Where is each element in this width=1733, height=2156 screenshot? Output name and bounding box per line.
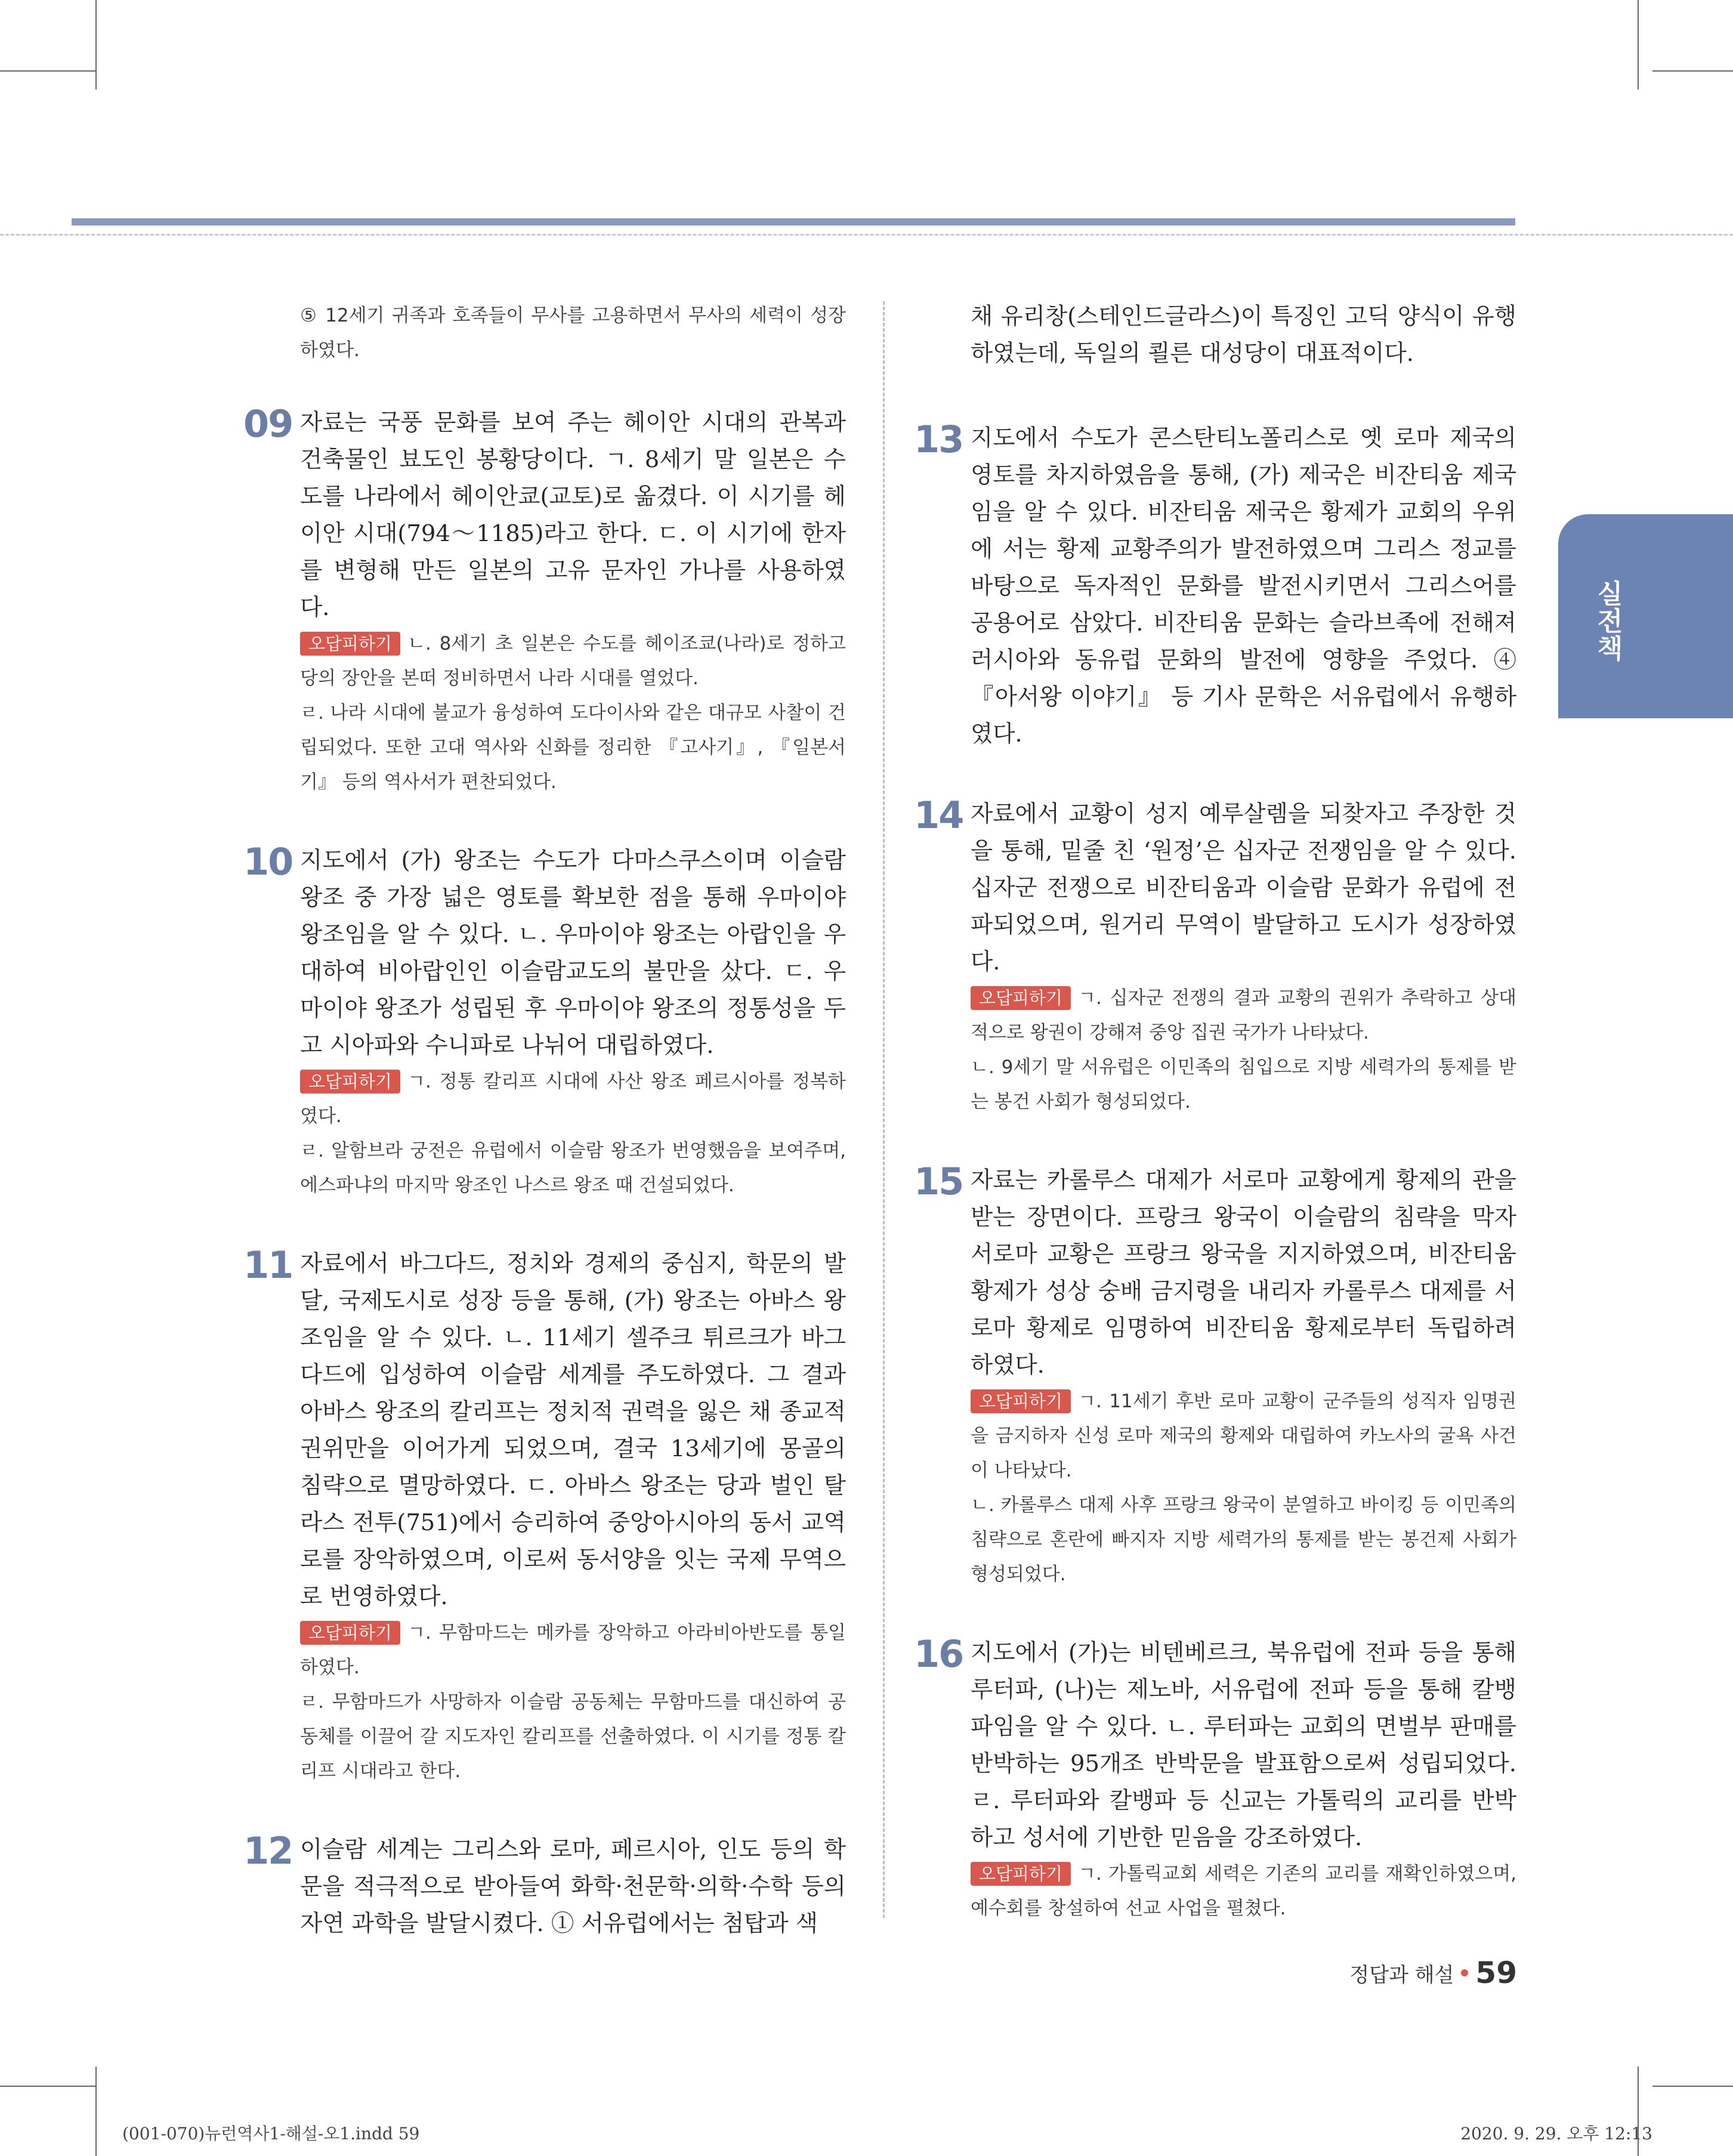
wrong-answer-notes [300,1616,846,1789]
print-file-info: (001-070)뉴런역사1-해설-오1.indd 59 [122,2124,420,2143]
crop-mark [1652,70,1733,72]
note-text: ㄴ. 9세기 말 서유럽은 이민족의 침입으로 지방 세력가의 통제를 받는 봉건 사회가 형성되었다. [971,1057,1516,1113]
question-body: 지도에서 (가)는 비텐베르크, 북유럽에 전파 등을 통해 루터파, (나)는 제노바, 서유럽에 전파 등을 통해 칼뱅파임을 알 수 있다. ㄴ. 루터파는 교회의 면벌부 판매를 반박하는 95개조 반박문을 발표함으로써 성립되었다. ㄹ. 루터파와 칼뱅파 등 신교는 가톨릭의 교리를 반박하고 성서에 기반한 믿음을 강조하였다. [971,1639,1516,1851]
question-body: 자료에서 바그다드, 정치와 경제의 중심지, 학문의 발달, 국제도시로 성장 등을 통해, (가) 왕조는 아바스 왕조임을 알 수 있다. ㄴ. 11세기 셀주크 튀르크가 바그다드에 입성하여 이슬람 세계를 주도하였다. 그 결과 아바스 왕조의 칼리프는 정치적 권력을 잃은 채 종교적 권위만을 이어가게 되었으며, 결국 13세기에 몽골의 침략으로 멸망하였다. ㄷ. 아바스 왕조는 당과 벌인 탈라스 전투(751)에서 승리하여 중앙아시아의 동서 교역로를 장악하였으며, 이로써 동서양을 잇는 국제 무역으로 번영하였다. [300,1250,846,1610]
question-number: 10 [243,840,293,884]
wrong-answer-notes [971,1384,1516,1592]
crop-mark [1652,2086,1733,2087]
print-timestamp: 2020. 9. 29. 오후 12:13 [1460,2124,1652,2143]
footer-dot [1461,1969,1468,1976]
question-15 [914,1160,1516,1592]
note-text: ㄹ. 무함마드가 사망하자 이슬람 공동체는 무함마드를 대신하여 공동체를 이끌어 갈 지도자인 칼리프를 선출하였다. 이 시기를 정통 칼리프 시대라고 한다. [300,1691,846,1782]
page-footer [1349,1956,1517,1990]
wrong-answer-notes [971,1857,1516,1926]
question-10 [243,840,846,1203]
question-body: 지도에서 (가) 왕조는 수도가 다마스쿠스이며 이슬람 왕조 중 가장 넓은 영토를 확보한 점을 통해 우마이야 왕조임을 알 수 있다. ㄴ. 우마이야 왕조는 아랍인을 우대하여 비아랍인인 이슬람교도의 불만을 샀다. ㄷ. 우마이야 왕조가 성립된 후 우마이야 왕조의 정통성을 두고 시아파와 수니파로 나뉘어 대립하였다. [300,847,846,1059]
wrong-answer-tag: 오답피하기 [300,1070,400,1094]
note-text: ㄱ. 가톨릭교회 세력은 기존의 교리를 재확인하였으며, 예수회를 창설하여 선교 사업을 펼쳤다. [971,1863,1516,1919]
note-text: ㄹ. 알함브라 궁전은 유럽에서 이슬람 왕조가 번영했음을 보여주며, 에스파냐의 마지막 왕조인 나스르 왕조 때 건설되었다. [300,1140,846,1196]
question-number: 13 [914,418,963,461]
header-dashed-rule [0,234,1733,236]
question-09 [243,402,846,799]
question-13 [914,418,1516,753]
note-text: ㄴ. 카롤루스 대제 사후 프랑크 왕국이 분열하고 바이킹 등 이민족의 침략으로 혼란에 빠지자 지방 세력가의 통제를 받는 봉건제 사회가 형성되었다. [971,1494,1516,1585]
crop-mark [0,2086,95,2087]
wrong-answer-tag: 오답피하기 [300,1621,400,1645]
right-column [914,298,1516,1926]
prev-continuation: 채 유리창(스테인드글라스)이 특징인 고딕 양식이 유행하였는데, 독일의 쾰른 대성당이 대표적이다. [971,303,1516,367]
wrong-answer-tag: 오답피하기 [300,632,400,656]
note-text: ㄱ. 11세기 후반 로마 교황이 군주들의 성직자 임명권을 금지하자 신성 로마 제국의 황제와 대립하여 카노사의 굴욕 사건이 나타났다. [971,1391,1516,1481]
question-body: 이슬람 세계는 그리스와 로마, 페르시아, 인도 등의 학문을 적극적으로 받아들여 화학·천문학·의학·수학 등의 자연 과학을 발달시켰다. ① 서유럽에서는 첨탑과 색 [300,1836,846,1937]
wrong-answer-notes [971,981,1516,1119]
column-divider [883,301,885,1918]
side-tab-label: 실전책 [1592,580,1623,662]
question-body: 자료는 카롤루스 대제가 서로마 교황에게 황제의 관을 받는 장면이다. 프랑크 왕국이 이슬람의 침략을 막자 서로마 교황은 프랑크 왕국을 지지하였으며, 비잔티움 황제가 성상 숭배 금지령을 내리자 카롤루스 대제를 서로마 황제로 임명하여 비잔티움 황제로부터 독립하려 하였다. [971,1167,1516,1379]
question-body: 자료에서 교황이 성지 예루살렘을 되찾자고 주장한 것을 통해, 밑줄 친 ‘원정’은 십자군 전쟁임을 알 수 있다. 십자군 전쟁으로 비잔티움과 이슬람 문화가 유럽에 전파되었으며, 원거리 무역이 발달하고 도시가 성장하였다. [971,801,1516,975]
left-column [243,298,846,1942]
question-14 [914,793,1516,1119]
side-tab [1558,514,1733,718]
crop-mark [0,70,95,72]
question-body: 지도에서 수도가 콘스탄티노폴리스로 옛 로마 제국의 영토를 차지하였음을 통해, (가) 제국은 비잔티움 제국임을 알 수 있다. 비잔티움 제국은 황제가 교회의 우위에 서는 황제 교황주의가 발전하였으며 그리스 정교를 바탕으로 독자적인 문화를 발전시키면서 그리스어를 공용어로 삼았다. 비잔티움 문화는 슬라브족에 전해져 러시아와 동유럽 문화의 발전에 영향을 주었다. ④ 『아서왕 이야기』 등 기사 문학은 서유럽에서 유행하였다. [971,425,1516,748]
wrong-answer-notes [300,626,846,799]
question-16 [914,1632,1516,1926]
question-body: 자료는 국풍 문화를 보여 주는 헤이안 시대의 관복과 건축물인 뵤도인 봉황당이다. ㄱ. 8세기 말 일본은 수도를 나라에서 헤이안쿄(교토)로 옮겼다. 이 시기를 헤이안 시대(794～1185)라고 한다. ㄷ. 이 시기에 한자를 변형해 만든 일본의 고유 문자인 가나를 사용하였다. [300,409,846,621]
wrong-answer-tag: 오답피하기 [971,1862,1071,1886]
crop-mark [95,0,97,89]
wrong-answer-notes [300,1064,846,1203]
question-11 [243,1243,846,1789]
question-number: 14 [914,793,963,837]
note-text: ㄱ. 십자군 전쟁의 결과 교황의 권위가 추락하고 상대적으로 왕권이 강해져 중앙 집권 국가가 나타났다. [971,987,1516,1043]
footer-label: 정답과 해설 [1349,1963,1454,1987]
note-text: ㄴ. 8세기 초 일본은 수도를 헤이조쿄(나라)로 정하고 당의 장안을 본떠 정비하면서 나라 시대를 열었다. [300,633,846,689]
wrong-answer-tag: 오답피하기 [971,986,1071,1010]
question-number: 15 [914,1160,963,1203]
question-number: 09 [243,402,293,446]
question-number: 11 [243,1243,293,1287]
wrong-answer-tag: 오답피하기 [971,1389,1071,1413]
crop-mark [95,2067,97,2156]
question-number: 12 [243,1829,293,1873]
page-number: 59 [1475,1956,1517,1990]
note-text: ㄹ. 나라 시대에 불교가 융성하여 도다이사와 같은 대규모 사찰이 건립되었다. 또한 고대 역사와 신화를 정리한 『고사기』, 『일본서기』 등의 역사서가 편찬되었다. [300,702,846,793]
note-text: ㄱ. 무함마드는 메카를 장악하고 아라비아반도를 통일하였다. [300,1622,846,1678]
prev-continuation: ⑤ 12세기 귀족과 호족들이 무사를 고용하면서 무사의 세력이 성장하였다. [300,305,846,361]
header-rule [72,218,1515,226]
crop-mark [1638,0,1639,89]
question-number: 16 [914,1632,963,1676]
question-12 [243,1829,846,1942]
note-text: ㄱ. 정통 칼리프 시대에 사산 왕조 페르시아를 정복하였다. [300,1071,846,1127]
